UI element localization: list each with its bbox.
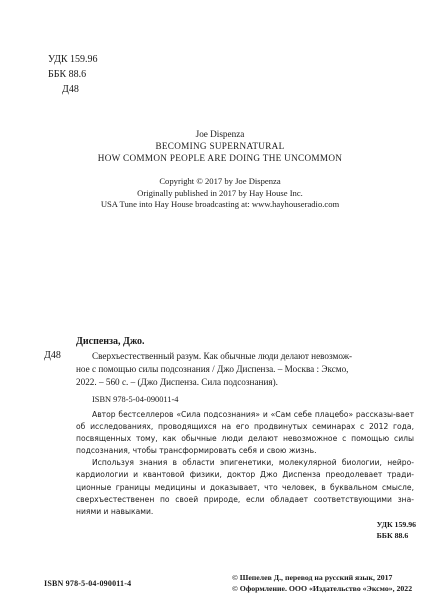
catalog-code: Д48 [44,350,61,361]
original-title-block [0,128,440,165]
catalog-isbn: ISBN 978-5-04-090011-4 [92,395,179,404]
annotation-paragraph-2: Используя знания в области эпигенетики, молекулярной биологии, нейро-кардиологии и квантовой физики, доктор Джо Диспенза преодолевает тради-ционные границы медицины и доказывает, что человек, в буквальном смысле, сверхъестественен по своей природе, если обладает соответствующими зна-ниями и навыками. [76,458,414,516]
udk-bottom: УДК 159.96 [376,520,416,529]
design-rights: © Оформление. ООО «Издательство «Эксмо», 2022 [232,584,413,594]
tune-in-line: USA Tune into Hay House broadcasting at: www.hayhouseradio.com [100,199,340,209]
biblio-line-1: Сверхъестественный разум. Как обычные люди делают невозмож- [92,351,353,361]
translation-rights: © Шепелев Д., перевод на русский язык, 2017 [232,573,393,582]
annotation [76,409,414,518]
rights-block [232,572,412,594]
bbk-code: ББК 88.6 [48,69,87,80]
bottom-classification [377,519,416,541]
footer-isbn: ISBN 978-5-04-090011-4 [44,579,132,588]
original-subtitle: HOW COMMON PEOPLE ARE DOING THE UNCOMMON [97,153,343,164]
annotation-paragraph-1: Автор бестселлеров «Сила подсознания» и «Сам себе плацебо» рассказы-вает об исследованиях, проводящихся на его продвинутых семинарах с 2012 года, посвященных тому, как обычные люди делают невозможное с помощью силы подсознания, чтобы трансформировать себя и свою жизнь. [76,410,414,456]
copyright-line: Copyright © 2017 by Joe Dispenza [159,176,281,186]
copyright-block [0,176,440,211]
author-mark: Д48 [62,84,79,95]
biblio-line-2: ное с помощью силы подсознания / Джо Диспенза. – Москва : Эксмо, [76,363,349,374]
published-line: Originally published in 2017 by Hay House Inc. [137,187,303,198]
original-author: Joe Dispenza [195,129,245,139]
udk-code: УДК 159.96 [48,54,98,65]
catalog-author: Диспенза, Джо. [76,336,145,347]
classification-block [48,52,98,97]
bbk-bottom: ББК 88.6 [376,531,409,540]
original-title: BECOMING SUPERNATURAL [155,141,285,152]
bibliographic-description [76,350,414,388]
biblio-line-3: 2022. – 560 с. – (Джо Диспенза. Сила подсознания). [76,376,278,387]
